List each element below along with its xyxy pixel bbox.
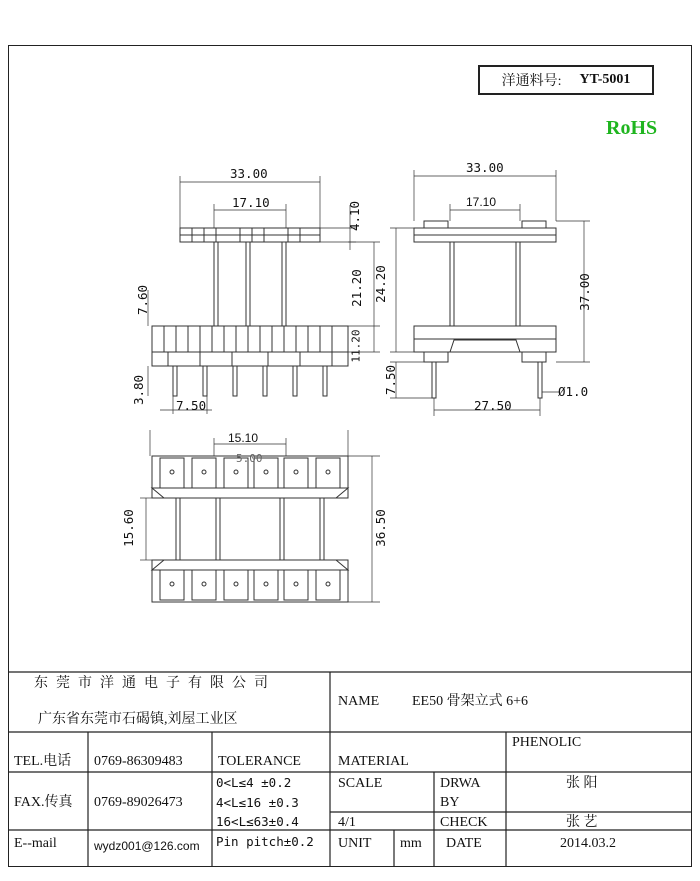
side-top-tab-left xyxy=(424,221,448,228)
drawn-value: 张 阳 xyxy=(566,776,598,791)
front-dim-top-inner: 17.10 xyxy=(232,195,270,210)
front-base xyxy=(152,326,348,352)
rohs-mark: RoHS xyxy=(606,117,658,139)
tel-value: 0769-86309483 xyxy=(94,754,183,769)
side-foot-right xyxy=(522,352,546,362)
side-top-tab-right xyxy=(522,221,546,228)
side-foot-left xyxy=(424,352,448,362)
check-label: CHECK xyxy=(440,815,488,830)
front-pin-block-notches xyxy=(168,352,332,366)
front-dim-pin: 3.80 xyxy=(131,374,147,406)
company-name: 东莞市洋通电子有限公司 xyxy=(34,676,276,691)
side-pin-right xyxy=(538,362,542,398)
scale-value: 4/1 xyxy=(338,815,356,830)
front-dim-flange: 4.10 xyxy=(347,200,363,232)
bottom-bottom-pads xyxy=(160,570,340,600)
side-dim-height: 37.00 xyxy=(576,273,592,311)
front-dim-total: 24.20 xyxy=(372,265,388,303)
front-base-ribs xyxy=(164,326,332,352)
part-number-value: YT-5001 xyxy=(579,72,631,87)
bottom-bottom-chamfer xyxy=(152,560,348,570)
scale-label: SCALE xyxy=(338,776,383,791)
side-dim-pin-span: 27.50 xyxy=(474,398,512,413)
side-dim-inner: 17.10 xyxy=(466,195,497,209)
side-dim-pin-len: 7.50 xyxy=(383,364,399,396)
front-dim-pitch: 7.50 xyxy=(176,398,207,413)
side-pin-left xyxy=(432,362,436,398)
tolerance-label: TOLERANCE xyxy=(218,754,301,769)
front-dim-left-height: 7.60 xyxy=(135,284,151,316)
front-dim-body: 21.20 xyxy=(348,269,364,307)
front-dim-base: 11.20 xyxy=(349,329,363,363)
tolerance-range-3: 16<L≤63±0.4 xyxy=(216,814,299,829)
bottom-dim-right: 36.50 xyxy=(372,509,388,547)
tolerance-range-1: 0<L≤4 ±0.2 xyxy=(216,775,292,790)
front-dimensions xyxy=(148,176,380,414)
company-address: 广东省东莞市石碣镇,刘屋工业区 xyxy=(38,712,238,727)
fax-value: 0769-89026473 xyxy=(94,795,183,810)
date-label: DATE xyxy=(446,836,482,851)
material-value: PHENOLIC xyxy=(512,735,582,750)
bottom-top-chamfer xyxy=(152,488,348,498)
tel-label: TEL.电话 xyxy=(14,754,72,769)
drawn-label-1: DRWA xyxy=(440,776,481,791)
name-value: EE50 骨架立式 6+6 xyxy=(412,694,528,709)
front-pins xyxy=(173,366,327,396)
name-label: NAME xyxy=(338,694,380,709)
email-label: E--mail xyxy=(14,836,57,851)
unit-value: mm xyxy=(400,836,422,851)
drawn-label-2: BY xyxy=(440,795,460,810)
part-number-label: 洋通料号: xyxy=(501,74,562,89)
bottom-bottom-flange xyxy=(152,560,348,602)
email-value: wydz001@126.com xyxy=(94,839,200,853)
side-dim-width: 33.00 xyxy=(466,160,504,175)
front-view xyxy=(148,176,380,414)
date-value: 2014.03.2 xyxy=(560,836,616,851)
fax-label: FAX.传真 xyxy=(14,795,73,810)
tolerance-range-2: 4<L≤16 ±0.3 xyxy=(216,795,299,810)
side-base-chamfer xyxy=(450,340,520,352)
front-dim-width: 33.00 xyxy=(230,166,268,181)
bottom-dim-pitch: 5.00 xyxy=(236,452,263,465)
material-label: MATERIAL xyxy=(338,754,409,769)
tolerance-pin-pitch: Pin pitch±0.2 xyxy=(216,834,314,849)
check-value: 张 艺 xyxy=(566,815,598,830)
front-pin-block xyxy=(152,352,348,366)
side-dim-pin-dia: Ø1.0 xyxy=(558,384,589,399)
unit-label: UNIT xyxy=(338,836,372,851)
bottom-dim-left: 15.60 xyxy=(120,509,136,547)
bottom-dim-inner: 15.10 xyxy=(228,431,259,445)
